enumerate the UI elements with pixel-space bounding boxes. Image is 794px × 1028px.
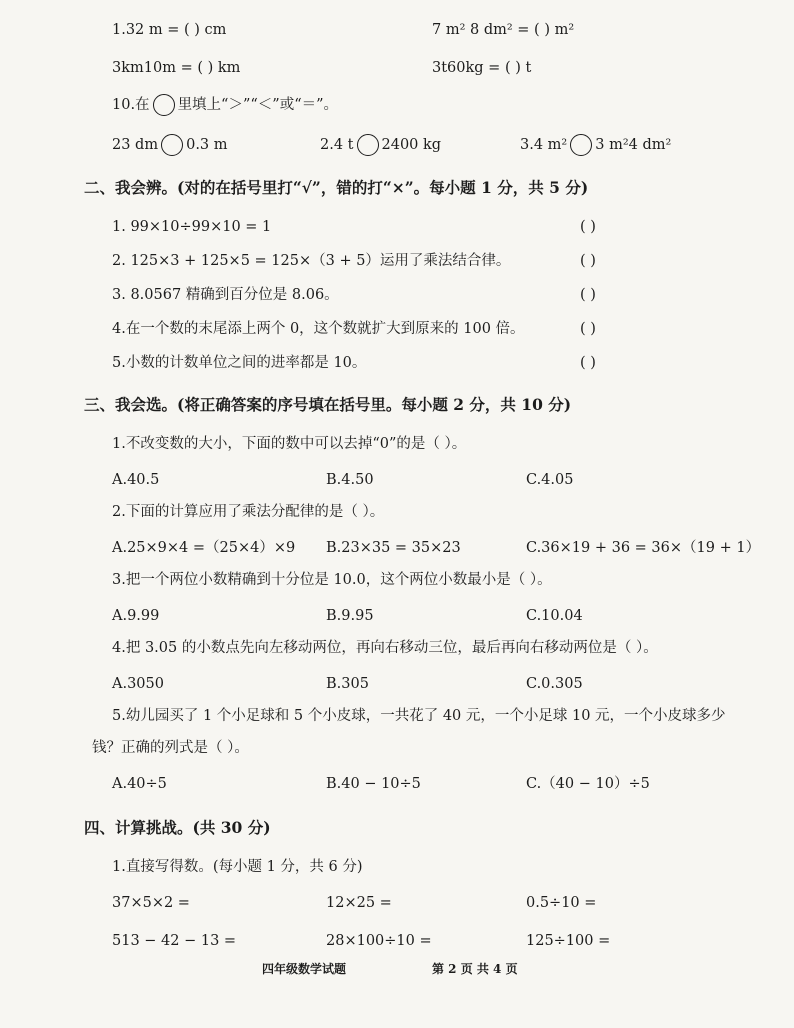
compare-circle-2[interactable] (357, 134, 379, 156)
choice-1-option-a[interactable]: A.40.5 (112, 472, 160, 488)
choice-2-option-a[interactable]: A.25×9×4 =（25×4）×9 (112, 540, 296, 556)
choice-3-option-b[interactable]: B.9.95 (326, 608, 374, 624)
calc-2-2: 28×100÷10 = (326, 933, 432, 949)
choice-4-option-b[interactable]: B.305 (326, 676, 369, 692)
calc-2-3: 125÷100 = (526, 933, 611, 949)
choice-3-option-c[interactable]: C.10.04 (526, 608, 583, 624)
conversion-1-left: 1.32 m = ( ) cm (112, 22, 227, 38)
choice-1-option-b[interactable]: B.4.50 (326, 472, 374, 488)
choice-question-1: 1.不改变数的大小，下面的数中可以去掉“0”的是（ ）。 (112, 436, 467, 452)
choice-5-option-b[interactable]: B.40 − 10÷5 (326, 776, 421, 792)
conversion-1-right: 7 m² 8 dm² = ( ) m² (432, 22, 575, 38)
footer-page-number: 第 2 页 共 4 页 (432, 962, 518, 976)
judge-item-4: 4.在一个数的末尾添上两个 0，这个数就扩大到原来的 100 倍。 (112, 321, 525, 337)
calc-2-1: 513 − 42 − 13 = (112, 933, 237, 949)
choice-4-option-a[interactable]: A.3050 (112, 676, 164, 692)
q10-item-1: 23 dm 0.3 m (112, 134, 228, 156)
blank-circle[interactable] (153, 94, 175, 116)
conversion-2-left: 3km10m = ( ) km (112, 60, 241, 76)
judge-answer-5[interactable]: ( ) (580, 355, 596, 371)
calc-1-1: 37×5×2 = (112, 895, 190, 911)
choice-question-3: 3.把一个两位小数精确到十分位是 10.0，这个两位小数最小是（ ）。 (112, 572, 552, 588)
choice-4-option-c[interactable]: C.0.305 (526, 676, 583, 692)
choice-question-5-cont: 钱？正确的列式是（ ）。 (92, 740, 249, 756)
section-4-title: 四、计算挑战。(共 30 分) (84, 818, 271, 837)
judge-item-2: 2. 125×3 + 125×5 = 125×（3 + 5）运用了乘法结合律。 (112, 253, 511, 269)
choice-3-option-a[interactable]: A.9.99 (112, 608, 160, 624)
choice-5-option-c[interactable]: C.（40 − 10）÷5 (526, 776, 650, 792)
choice-2-option-b[interactable]: B.23×35 = 35×23 (326, 540, 461, 556)
choice-5-option-a[interactable]: A.40÷5 (112, 776, 167, 792)
choice-2-option-c[interactable]: C.36×19 + 36 = 36×（19 + 1） (526, 540, 761, 556)
judge-answer-3[interactable]: ( ) (580, 287, 596, 303)
footer-subject: 四年级数学试题 (262, 962, 347, 976)
q10-item-2: 2.4 t 2400 kg (320, 134, 441, 156)
judge-answer-4[interactable]: ( ) (580, 321, 596, 337)
section-3-title: 三、我会选。(将正确答案的序号填在括号里。每小题 2 分，共 10 分) (84, 395, 572, 414)
conversion-2-right: 3t60kg = ( ) t (432, 60, 532, 76)
calc-1-3: 0.5÷10 = (526, 895, 597, 911)
choice-question-5: 5.幼儿园买了 1 个小足球和 5 个小皮球，一共花了 40 元，一个小足球 10 元，一个小皮球多少 (112, 708, 726, 724)
judge-item-3: 3. 8.0567 精确到百分位是 8.06。 (112, 287, 339, 303)
judge-answer-1[interactable]: ( ) (580, 219, 596, 235)
judge-item-1: 1. 99×10÷99×10 = 1 (112, 219, 272, 235)
q10-item-3: 3.4 m² 3 m²4 dm² (520, 134, 671, 156)
judge-answer-2[interactable]: ( ) (580, 253, 596, 269)
compare-circle-1[interactable] (161, 134, 183, 156)
choice-question-4: 4.把 3.05 的小数点先向左移动两位，再向右移动三位，最后再向右移动两位是（ ）。 (112, 640, 658, 656)
choice-question-2: 2.下面的计算应用了乘法分配律的是（ ）。 (112, 504, 385, 520)
q10-instruction: 10.在 里填上“＞”“＜”或“＝”。 (112, 92, 338, 118)
section-4-subtitle: 1.直接写得数。(每小题 1 分，共 6 分) (112, 859, 363, 875)
section-2-title: 二、我会辨。(对的在括号里打“√”，错的打“×”。每小题 1 分，共 5 分) (84, 178, 589, 197)
compare-circle-3[interactable] (570, 134, 592, 156)
calc-1-2: 12×25 = (326, 895, 392, 911)
judge-item-5: 5.小数的计数单位之间的进率都是 10。 (112, 355, 367, 371)
choice-1-option-c[interactable]: C.4.05 (526, 472, 574, 488)
